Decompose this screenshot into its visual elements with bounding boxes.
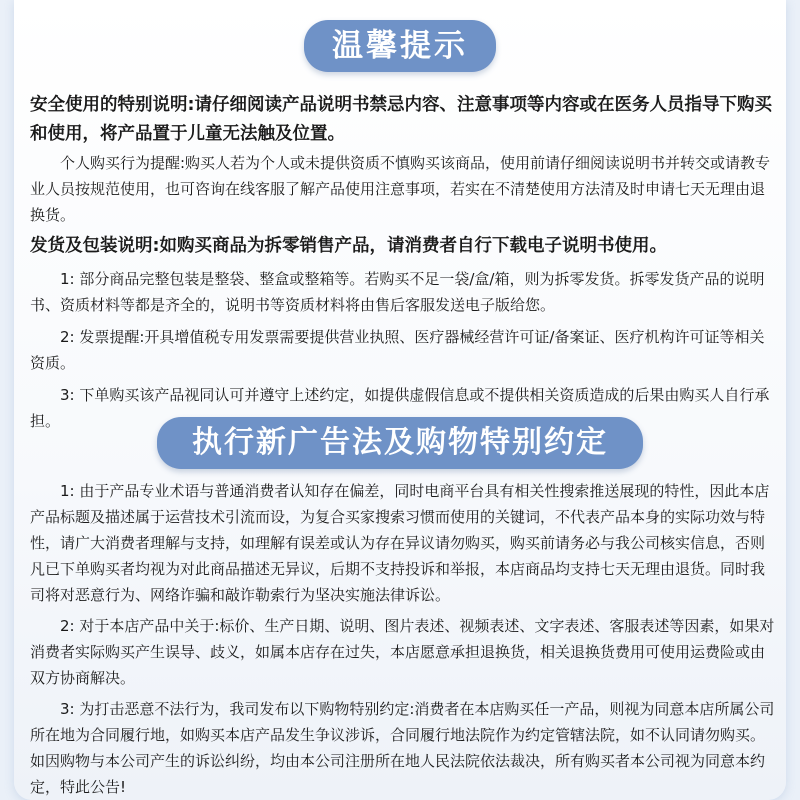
personal-note-section — [30, 150, 775, 228]
law-items — [30, 478, 775, 800]
law-item: 3: 为打击恶意不法行为，我司发布以下购物特别约定:消费者在本店购买任一产品，则视为同意本店所属公司所在地为合同履行地，如购买本店产品发生争议涉诉，合同履行地法院作为约定管辖法院，如不认同请勿购买。如因购物与本公司产生的诉讼纠纷，均由本公司注册所在地人民法院依法裁决，所有购买者本公司视为同意本约定，特此公告! — [30, 700, 775, 796]
law-item: 2: 对于本店产品中关于:标价、生产日期、说明、图片表述、视频表述、文字表述、客服表述等因素，如果对消费者实际购买产生误导、歧义，如属本店存在过失，本店愿意承担退换货，相关退换货费用可使用运费险或由双方协商解决。 — [30, 617, 775, 687]
shipping-section — [30, 232, 775, 261]
law-item: 1: 由于产品专业术语与普通消费者认知存在偏差，同时电商平台具有相关性搜索推送展现的特性，因此本店产品标题及描述属于运营技术引流而设，为复合买家搜索习惯而使用的关键词，不代表产品本身的实际功效与特性，请广大消费者理解与支持，如理解有误差或认为存在异议请勿购买，购买前请务必与我公司核实信息，否则凡已下单购买者均视为对此商品描述无异议，后期不支持投诉和举报，本店商品均支持七天无理由退货。同时我司将对恶意行为、网络诈骗和敲诈勒索行为坚决实施法律诉讼。 — [30, 482, 770, 604]
shipping-item: 2: 发票提醒:开具增值税专用发票需要提供营业执照、医疗器械经营许可证/备案证、医疗机构许可证等相关资质。 — [30, 328, 765, 372]
shipping-items — [30, 266, 775, 434]
warm-tips-banner: 温馨提示 — [304, 20, 496, 72]
personal-note: 个人购买行为提醒:购买人若为个人或未提供资质不慎购买该商品，使用前请仔细阅读说明书并转交或请教专业人员按规范使用，也可咨询在线客服了解产品使用注意事项，若实在不清楚使用方法清及时申请七天无理由退换货。 — [30, 154, 771, 224]
shipping-heading: 发货及包装说明:如购买商品为拆零销售产品，请消费者自行下载电子说明书使用。 — [30, 236, 667, 256]
safety-heading: 安全使用的特别说明:请仔细阅读产品说明书禁忌内容、注意事项等内容或在医务人员指导下购买和使用，将产品置于儿童无法触及位置。 — [30, 95, 772, 144]
ad-law-banner: 执行新广告法及购物特别约定 — [157, 417, 643, 469]
shipping-item: 3: 下单购买该产品视同认可并遵守上述约定，如提供虚假信息或不提供相关资质造成的后果由购买人自行承担。 — [30, 386, 770, 430]
safety-section — [30, 91, 775, 149]
shipping-item: 1: 部分商品完整包装是整袋、整盒或整箱等。若购买不足一袋/盒/箱，则为拆零发货。拆零发货产品的说明书、资质材料等都是齐全的，说明书等资质材料将由售后客服发送电子版给您。 — [30, 270, 765, 314]
